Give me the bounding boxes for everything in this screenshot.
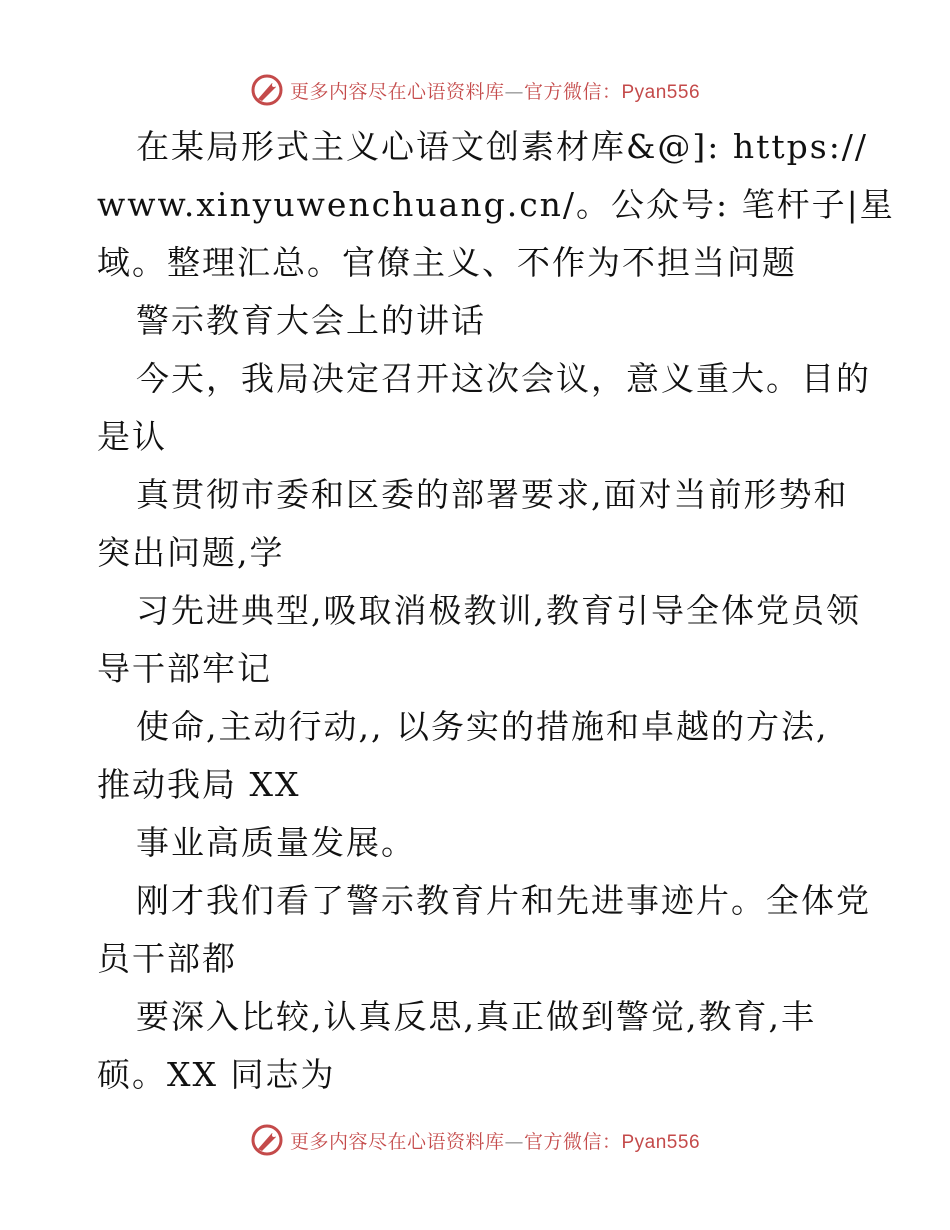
watermark-wechat-id: Pyan556 [621,1131,701,1153]
watermark-official: 官方微信： [523,1130,622,1153]
text-line: 导干部牢记 [97,649,272,688]
text-line: 域。整理汇总。官僚主义、不作为不担当问题 [97,243,797,282]
text-line: 推动我局 XX [97,765,301,804]
pen-logo-icon [250,1123,284,1157]
text-line: 员干部都 [97,939,237,978]
watermark-text [290,77,700,104]
watermark-separator: — [504,1130,524,1153]
pen-logo-icon [250,73,284,107]
text-line: 刚才我们看了警示教育片和先进事迹片。全体党 [136,881,871,920]
text-line: 习先进典型,吸取消极教训,教育引导全体党员领 [136,591,861,630]
text-line: 真贯彻市委和区委的部署要求,面对当前形势和 [136,475,849,514]
text-line: 今天，我局决定召开这次会议，意义重大。目的 [136,359,871,398]
speech-title: 警示教育大会上的讲话 [136,301,486,340]
document-body [97,118,895,1104]
text-line: 事业高质量发展。 [136,823,416,862]
watermark-text [290,1127,700,1154]
watermark-main: 更多内容尽在心语资料库 [289,1130,505,1153]
text-line: 突出问题,学 [97,533,285,572]
watermark-official: 官方微信： [523,80,622,103]
text-line: 使命,主动行动,, 以务实的措施和卓越的方法, [136,707,829,746]
watermark-separator: — [504,80,524,103]
header-watermark [0,70,950,110]
text-line: 要深入比较,认真反思,真正做到警觉,教育,丰 [136,997,816,1036]
footer-watermark [0,1120,950,1160]
watermark-wechat-id: Pyan556 [621,81,701,103]
text-line: www.xinyuwenchuang.cn/。公众号: 笔杆子|星 [97,185,895,224]
text-line: 硕。XX 同志为 [97,1055,336,1094]
text-line: 在某局形式主义心语文创素材库&@]: https:// [136,127,869,166]
watermark-main: 更多内容尽在心语资料库 [289,80,505,103]
text-line: 是认 [97,417,167,456]
